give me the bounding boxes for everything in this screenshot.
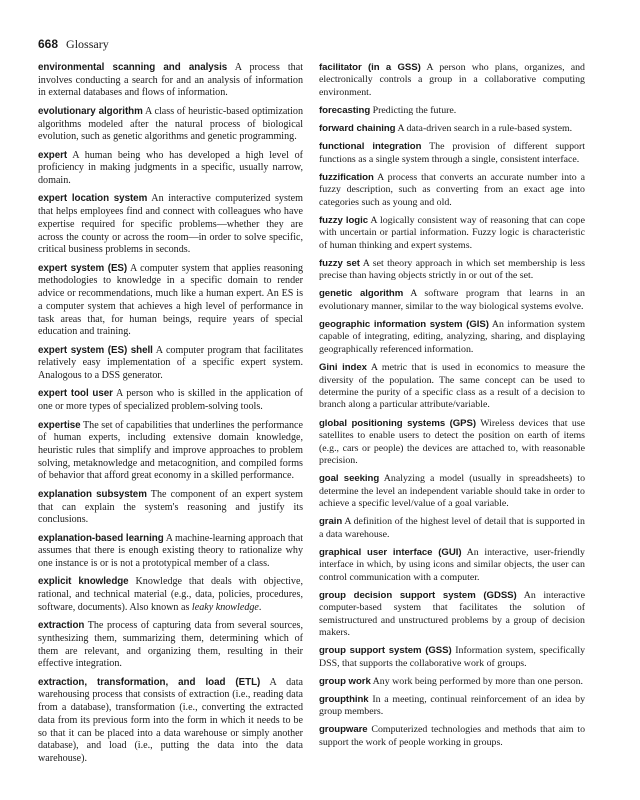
glossary-entry (319, 418, 585, 468)
glossary-entry (319, 62, 585, 99)
glossary-definition: Computerized technologies and methods that aim to support the work of people working in groups. (319, 724, 586, 748)
glossary-entry (319, 123, 585, 135)
glossary-term: expert (38, 149, 68, 161)
glossary-entry (319, 105, 585, 117)
glossary-entry (319, 362, 585, 412)
glossary-term: group support system (GSS) (319, 645, 452, 657)
glossary-term: genetic algorithm (319, 288, 404, 300)
glossary-term: goal seeking (319, 473, 380, 485)
glossary-definition: A person who plans, organizes, and electronically controls a group in a collaborative computing environment. (319, 62, 585, 98)
glossary-trailing-punctuation: . (258, 601, 262, 613)
glossary-term: group work (319, 675, 371, 687)
glossary-entry (319, 724, 585, 749)
glossary-term: evolutionary algorithm (38, 105, 143, 117)
glossary-definition: Information system, specifically DSS, that supports the collaborative work of groups. (319, 645, 586, 669)
glossary-term: forward chaining (319, 123, 396, 135)
glossary-entry (319, 141, 585, 166)
glossary-entry (319, 258, 585, 283)
glossary-entry (319, 288, 585, 313)
glossary-term: graphical user interface (GUI) (319, 546, 462, 558)
glossary-entry (38, 150, 303, 188)
glossary-entry (38, 533, 303, 571)
glossary-term: functional integration (319, 141, 422, 153)
glossary-definition: In a meeting, continual reinforcement of an idea by group members. (319, 693, 586, 718)
glossary-term: explanation subsystem (38, 488, 147, 500)
glossary-definition: A set theory approach in which set membership is less precise than having objects strictly in or out of the set. (319, 257, 585, 282)
glossary-definition: A human being who has developed a high level of proficiency in making judgments in a specific, usually narrow, domain. (38, 149, 304, 187)
glossary-term: group decision support system (GDSS) (319, 589, 517, 601)
glossary-definition: A data-driven search in a rule-based system. (397, 123, 573, 135)
glossary-term: groupthink (319, 693, 369, 705)
glossary-column-right (319, 62, 585, 755)
glossary-definition: A computer system that applies reasoning methodologies to knowledge in a specific domain to render advice or recommendations, much like a human expert. An ES is a computer system that achieves a high level of performance in task areas that, for human beings, require years of special education and training. (38, 262, 303, 338)
glossary-definition: Predicting the future. (372, 105, 457, 117)
glossary-cross-reference: leaky knowledge (191, 601, 259, 613)
glossary-term: fuzzification (319, 171, 374, 183)
glossary-definition: A machine-learning approach that assumes that there is enough existing theory to rationalize why one instance is or is not a prototypical member of a class. (38, 532, 304, 570)
glossary-definition: A person who is skilled in the application of one or more types of specialized problem-solving tools. (38, 388, 303, 413)
glossary-term: geographic information system (GIS) (319, 318, 489, 330)
glossary-entry (319, 676, 585, 688)
glossary-entry (38, 388, 303, 413)
glossary-term: Gini index (319, 362, 367, 374)
glossary-entry (319, 645, 585, 670)
glossary-entry (38, 62, 303, 100)
glossary-definition: Any work being performed by more than one person. (372, 675, 584, 687)
glossary-term: fuzzy set (319, 257, 360, 269)
glossary-definition: A metric that is used in economics to measure the diversity of the population. The same concept can be used to determine the purity of a specific class as a result of a decision to branch along a particular attribute/variable. (319, 362, 585, 411)
running-head (38, 37, 109, 51)
glossary-definition: An interactive computer-based system that facilitates the solution of semistructured and unstructured problems by a group of decision makers. (319, 589, 585, 639)
glossary-definition: The component of an expert system that can explain the system's reasoning and justify its conclusions. (38, 488, 304, 526)
glossary-definition: The set of capabilities that underlines the performance of human experts, including extensive domain knowledge, heuristic rules that simplify and improve approaches to problem solving, metaknowledge and metacognition, and compiled forms of behavior that afford great economy in a skilled performance. (38, 419, 303, 482)
glossary-entry (319, 516, 585, 541)
glossary-entry (319, 547, 585, 584)
glossary-entry (319, 590, 585, 640)
glossary-definition: An information system capable of integrating, editing, analyzing, sharing, and displaying geographically referenced information. (319, 318, 586, 355)
glossary-entry (319, 215, 585, 252)
glossary-term: environmental scanning and analysis (38, 62, 228, 73)
glossary-entry (38, 263, 303, 339)
glossary-definition: A logically consistent way of reasoning that can cope with uncertain or partial information. Fuzzy logic is characteristic of human thinking and expert systems. (319, 214, 585, 251)
section-title: Glossary (66, 37, 109, 51)
glossary-term: forecasting (319, 105, 371, 117)
glossary-definition: A computer program that facilitates relatively easy implementation of a specific expert system. Analogous to a DSS generator. (38, 344, 303, 382)
glossary-definition: Wireless devices that use satellites to enable users to detect the position on earth of items (e.g., cars or people) the devices are attached to, with reasonable precision. (319, 417, 585, 467)
glossary-definition: Analyzing a model (usually in spreadsheets) to determine the level an independent variable should take in order to achieve a specific level/value of a goal variable. (319, 473, 586, 510)
glossary-term: expertise (38, 419, 81, 431)
glossary-definition: Knowledge that deals with objective, rational, and technical material (e.g., data, policies, procedures, software, documents). Also known as (38, 576, 303, 613)
glossary-entry (38, 420, 303, 484)
glossary-term: extraction (38, 620, 85, 632)
glossary-term: expert system (ES) shell (38, 344, 153, 356)
page-number: 668 (38, 37, 59, 51)
glossary-entry (38, 193, 303, 257)
glossary-term: groupware (319, 724, 368, 736)
glossary-entry (319, 172, 585, 209)
glossary-entry (38, 345, 303, 383)
glossary-definition: An interactive, user-friendly interface in which, by using icons and similar objects, the user can control communication with a computer. (319, 546, 585, 583)
glossary-definition: A definition of the highest level of detail that is supported in a data warehouse. (319, 516, 585, 540)
glossary-term: expert tool user (38, 388, 113, 400)
glossary-definition: The provision of different support functions as a single system through a single, consistent interface. (319, 141, 585, 165)
glossary-entry (38, 106, 303, 144)
glossary-term: fuzzy logic (319, 214, 368, 226)
glossary-entry (38, 620, 303, 671)
glossary-column-left (38, 62, 303, 771)
glossary-term: explicit knowledge (38, 576, 129, 588)
glossary-term: explanation-based learning (38, 532, 164, 544)
glossary-definition: A data warehousing process that consists of extraction (i.e., reading data from a database), transformation (i.e., converting the extracted data from its previous form into the form in which it needs to be so that it can be placed into a data warehouse or simply another database), and load (i.e., putting the data into the data warehouse). (38, 676, 303, 765)
glossary-term: grain (319, 516, 343, 528)
glossary-definition: A process that involves conducting a search for and an analysis of information in external databases and flows of information. (38, 62, 303, 99)
glossary-term: expert location system (38, 193, 148, 205)
glossary-definition: A software program that learns in an evolutionary manner, similar to the way biological systems evolve. (319, 288, 585, 312)
glossary-definition: An interactive computerized system that helps employees find and connect with colleagues who have expertise required for specific problems—whether they are across the county or across the room—in order to solve specific, critical business problems in seconds. (38, 193, 304, 256)
glossary-term: expert system (ES) (38, 262, 128, 274)
glossary-term: extraction, transformation, and load (ETL) (38, 676, 261, 688)
glossary-definition: The process of capturing data from several sources, synthesizing them, summarizing them, determining which of them are relevant, and organizing them, resulting in their effective integration. (38, 620, 303, 670)
glossary-definition: A process that converts an accurate number into a fuzzy description, such as converting from an exact age into categories such as young and old. (319, 171, 585, 208)
glossary-entry (319, 694, 585, 719)
glossary-entry (38, 576, 303, 614)
glossary-entry (38, 489, 303, 527)
glossary-entry (319, 473, 585, 510)
glossary-entry (38, 677, 303, 766)
glossary-term: facilitator (in a GSS) (319, 62, 421, 73)
glossary-entry (319, 319, 585, 356)
glossary-definition: A class of heuristic-based optimization algorithms modeled after the natural process of biological evolution, such as genetic algorithms and genetic programming. (38, 105, 303, 143)
glossary-term: global positioning systems (GPS) (319, 417, 477, 429)
